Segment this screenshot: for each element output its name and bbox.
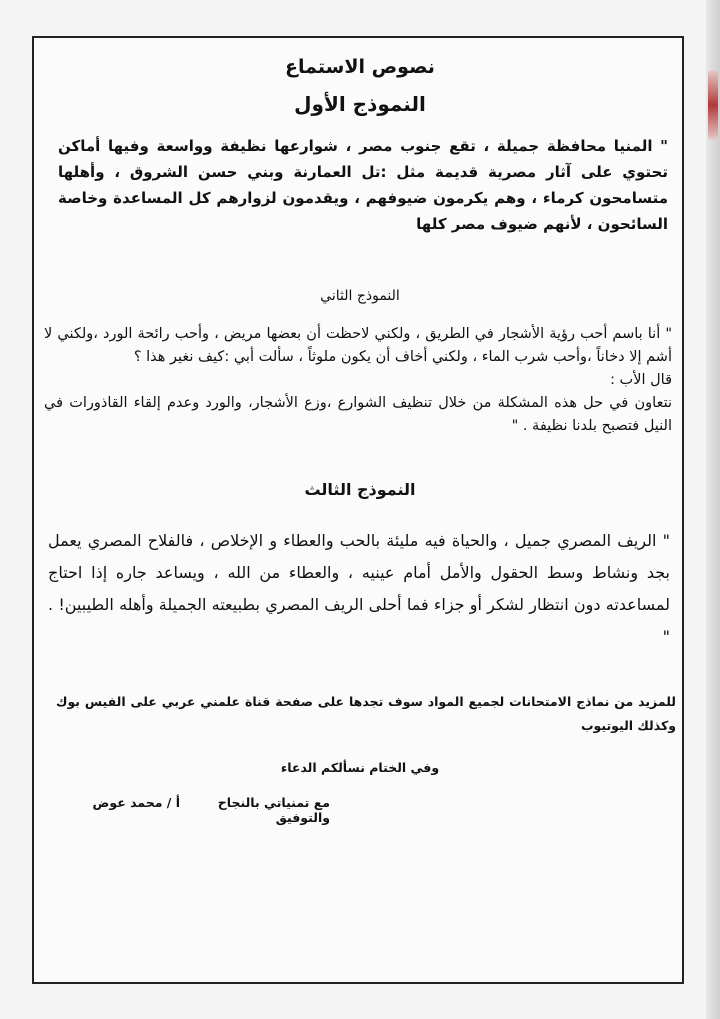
- section-2-body: [44, 323, 672, 438]
- section-2-reply: نتعاون في حل هذه المشكلة من خلال تنظيف الشوارع ،وزع الأشجار، والورد وعدم إلقاء القاذورات في النيل فتصبح بلدنا نظيفة . ": [44, 395, 672, 434]
- section-2-speaker: قال الأب :: [610, 372, 672, 388]
- section-2-heading: النموذج الثاني: [320, 288, 400, 304]
- author-signature: أ / محمد عوض: [92, 795, 180, 810]
- document-title: نصوص الاستماع: [285, 56, 435, 78]
- section-3-heading: النموذج الثالث: [304, 480, 416, 499]
- closing-text: وفي الختام نسألكم الدعاء: [280, 760, 440, 775]
- section-2-text: " أنا باسم أحب رؤية الأشجار في الطريق ، ولكني لاحظت أن بعضها مريض ، وأحب رائحة الورد ،ولكني لا أشم إلا دخاناً ،وأحب شرب الماء ، ولكني أخاف أن يكون ملوثاً ، سألت أبي :كيف نغير هذا ؟: [44, 326, 672, 365]
- section-1-text: " المنيا محافظة جميلة ، تقع جنوب مصر ، شوارعها نظيفة وواسعة وفيها أماكن تحتوي على آثار مصرية قديمة مثل :تل العمارنة وبني حسن الشروق ، وأهلها متسامحون كرماء ، وهم يكرمون ضيوفهم ، ويقدمون لزوارهم كل المساعدة وخاصة السائحون ، لأنهم ضيوف مصر كلها: [58, 137, 668, 233]
- section-1-heading: النموذج الأول: [294, 92, 426, 116]
- wishes-text: مع تمنياتي بالنجاح والتوفيق: [217, 795, 330, 825]
- section-3-text: " الريف المصري جميل ، والحياة فيه مليئة بالحب والعطاء و الإخلاص ، فالفلاح المصري يعمل بجد ونشاط وسط الحقول والأمل أمام عينيه ، والعطاء من الله ، ويساعد جاره إذا احتاج لمساعدته دون انتظار لشكر أو جزاء فما أحلى الريف المصري بطبيعته الجميلة وأهله الطيبين! . ": [48, 531, 670, 646]
- promo-text: للمزيد من نماذج الامتحانات لجميع المواد سوف تجدها على صفحة قناة علمني عربي على الفيس بوك وكذلك اليوتيوب: [56, 694, 676, 733]
